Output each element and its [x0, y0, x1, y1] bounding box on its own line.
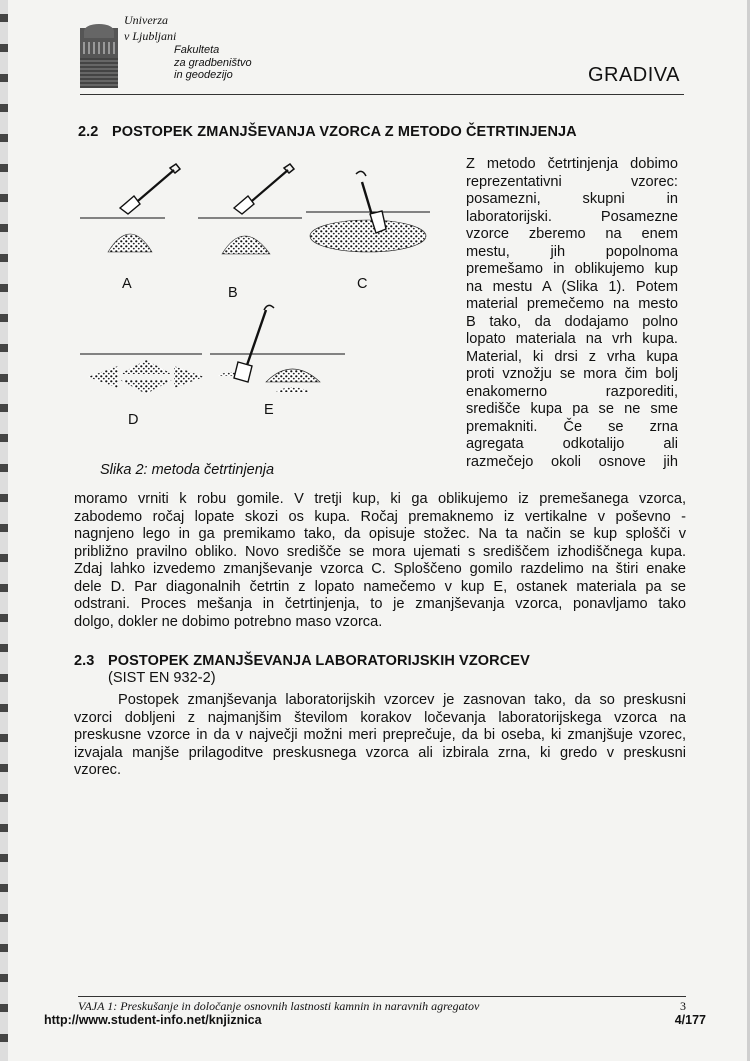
- body-text-line: moramo vrniti k robu gomile. V tretji kup, ki ga oblikujemo iz premešanega vzorca,: [74, 491, 686, 507]
- section-2-3-number: 2.3: [74, 653, 95, 669]
- side-text-line: mestu, jih popolnoma: [466, 243, 678, 260]
- side-text-line: agregata odkotalijo ali: [466, 436, 678, 452]
- university-logo: [80, 28, 118, 88]
- side-text-line: središče kupa pa se ne sme: [466, 401, 678, 417]
- university-name: [124, 12, 176, 44]
- university-line-1: Univerza: [124, 13, 168, 27]
- section-2-2-heading: [78, 124, 577, 140]
- figure-caption: Slika 2: metoda četrtinjenja: [100, 462, 275, 478]
- body-text-line: Zdaj lahko izvedemo zmanjševanje vzorca C. Sploščeno gomilo razdelimo na štiri enake: [74, 561, 686, 577]
- side-text-line: reprezentativni vzorec:: [466, 173, 678, 190]
- footer-course: VAJA 1: Preskušanje in določanje osnovnih lastnosti kamnin in naravnih agregatov: [78, 999, 480, 1013]
- pile-c-illustration: [306, 171, 430, 252]
- side-text-line: na mestu A (Slika 1). Potem: [466, 278, 678, 295]
- body-text-line: dele D. Par diagonalnih četrtin z lopato namečemo v kup E, ostanek materiala pa se: [74, 578, 686, 595]
- footer-divider: [78, 996, 686, 997]
- quartering-figure: [70, 160, 440, 460]
- section-2-3-title: POSTOPEK ZMANJŠEVANJA LABORATORIJSKIH VZORCEV: [108, 653, 530, 669]
- section-2-3-body-text: [74, 692, 686, 780]
- faculty-line-2: za gradbeništvo: [174, 56, 252, 69]
- footer-url[interactable]: http://www.student-info.net/knjiznica: [44, 1013, 262, 1027]
- figure-label-a: A: [122, 276, 132, 292]
- side-text-line: laboratorijski. Posamezne: [466, 208, 678, 225]
- body-text-line: zabodemo ročaj lopate skozi os kupa. Ročaj premaknemo iz vertikalne v poševno -: [74, 508, 686, 525]
- body-text-line: približno pravilno obliko. Novo središče se mora ujemati s središčem izhodiščnega kupa.: [74, 543, 686, 560]
- section-2-2-body-text: [74, 491, 686, 631]
- side-text-line: B tako, da dodajamo polno: [466, 313, 678, 330]
- side-text-line: enakomerno razporediti,: [466, 383, 678, 400]
- university-line-2: v Ljubljani: [124, 29, 177, 43]
- figure-label-e: E: [264, 402, 274, 418]
- body-text-line: vzorci dobljeni z najmanjšim številom korakov ločevanja laboratorijskega vzorca na: [74, 709, 686, 726]
- body-text-line: vzorec.: [74, 762, 122, 778]
- section-2-2-title: POSTOPEK ZMANJŠEVANJA VZORCA Z METODO ČETRTINJENJA: [112, 124, 577, 140]
- faculty-line-3: in geodezijo: [174, 69, 233, 81]
- figure-label-b: B: [228, 285, 238, 301]
- figure-label-d: D: [128, 412, 139, 428]
- section-label: GRADIVA: [587, 64, 680, 86]
- side-text-line: proti vznožju se mora čim bolj: [466, 366, 678, 382]
- pile-e-illustration: [210, 305, 345, 392]
- pile-b-illustration: [198, 164, 302, 254]
- side-text-line: material premečemo na mesto: [466, 296, 678, 312]
- side-text-line: vzorce zberemo na enem: [466, 226, 678, 242]
- body-text-line: nagnjeno lego in ga premikamo tako, da opisuje stožec. Na ta način se kup splošči v: [74, 526, 686, 542]
- body-text-line: preskusne vzorce in da v največji možni meri preprečuje, da bi oseba, ki zmanjšuje vzorec,: [74, 727, 686, 743]
- section-2-2-number: 2.2: [78, 124, 99, 140]
- footer-page-total: 4/177: [674, 1013, 706, 1027]
- pile-a-illustration: [80, 164, 180, 252]
- side-text-line: Material, ki drsi z vrha kupa: [466, 348, 678, 365]
- faculty-name: [174, 44, 252, 82]
- footer-page-number: 3: [680, 999, 686, 1013]
- pile-d-illustration: [80, 354, 204, 394]
- header-divider: [80, 94, 684, 95]
- body-text-line: Postopek zmanjševanja laboratorijskih vzorcev je zasnovan tako, da so preskusni: [118, 692, 686, 708]
- side-text-line: razmečejo okoli osnove jih: [466, 453, 678, 470]
- side-text-line: premešamo in oblikujemo kup: [466, 261, 678, 277]
- section-2-2-side-text: [466, 156, 678, 471]
- body-text-line: dolgo, dokler ne dobimo potrebno maso vzorca.: [74, 613, 383, 630]
- binding-holes: [0, 0, 8, 1061]
- faculty-line-1: Fakulteta: [174, 44, 220, 56]
- side-text-line: lopato materiala na vrh kupa.: [466, 331, 678, 347]
- side-text-line: premakniti. Če se zrna: [466, 418, 678, 435]
- body-text-line: izvajala manjše prilagoditve preskusnega vzorca ali izbirala zrna, ki gredo v preskusni: [74, 744, 686, 761]
- side-text-line: Z metodo četrtinjenja dobimo: [466, 156, 678, 172]
- section-2-3-heading: [74, 653, 530, 669]
- body-text-line: odstrani. Proces mešanja in četrtinjenja, to je zmanjševanja vzorca, ponavljamo tako: [74, 596, 686, 612]
- figure-label-c: C: [357, 276, 368, 292]
- side-text-line: posamezni, skupni in: [466, 191, 678, 207]
- section-2-3-subtitle: (SIST EN 932-2): [108, 670, 216, 686]
